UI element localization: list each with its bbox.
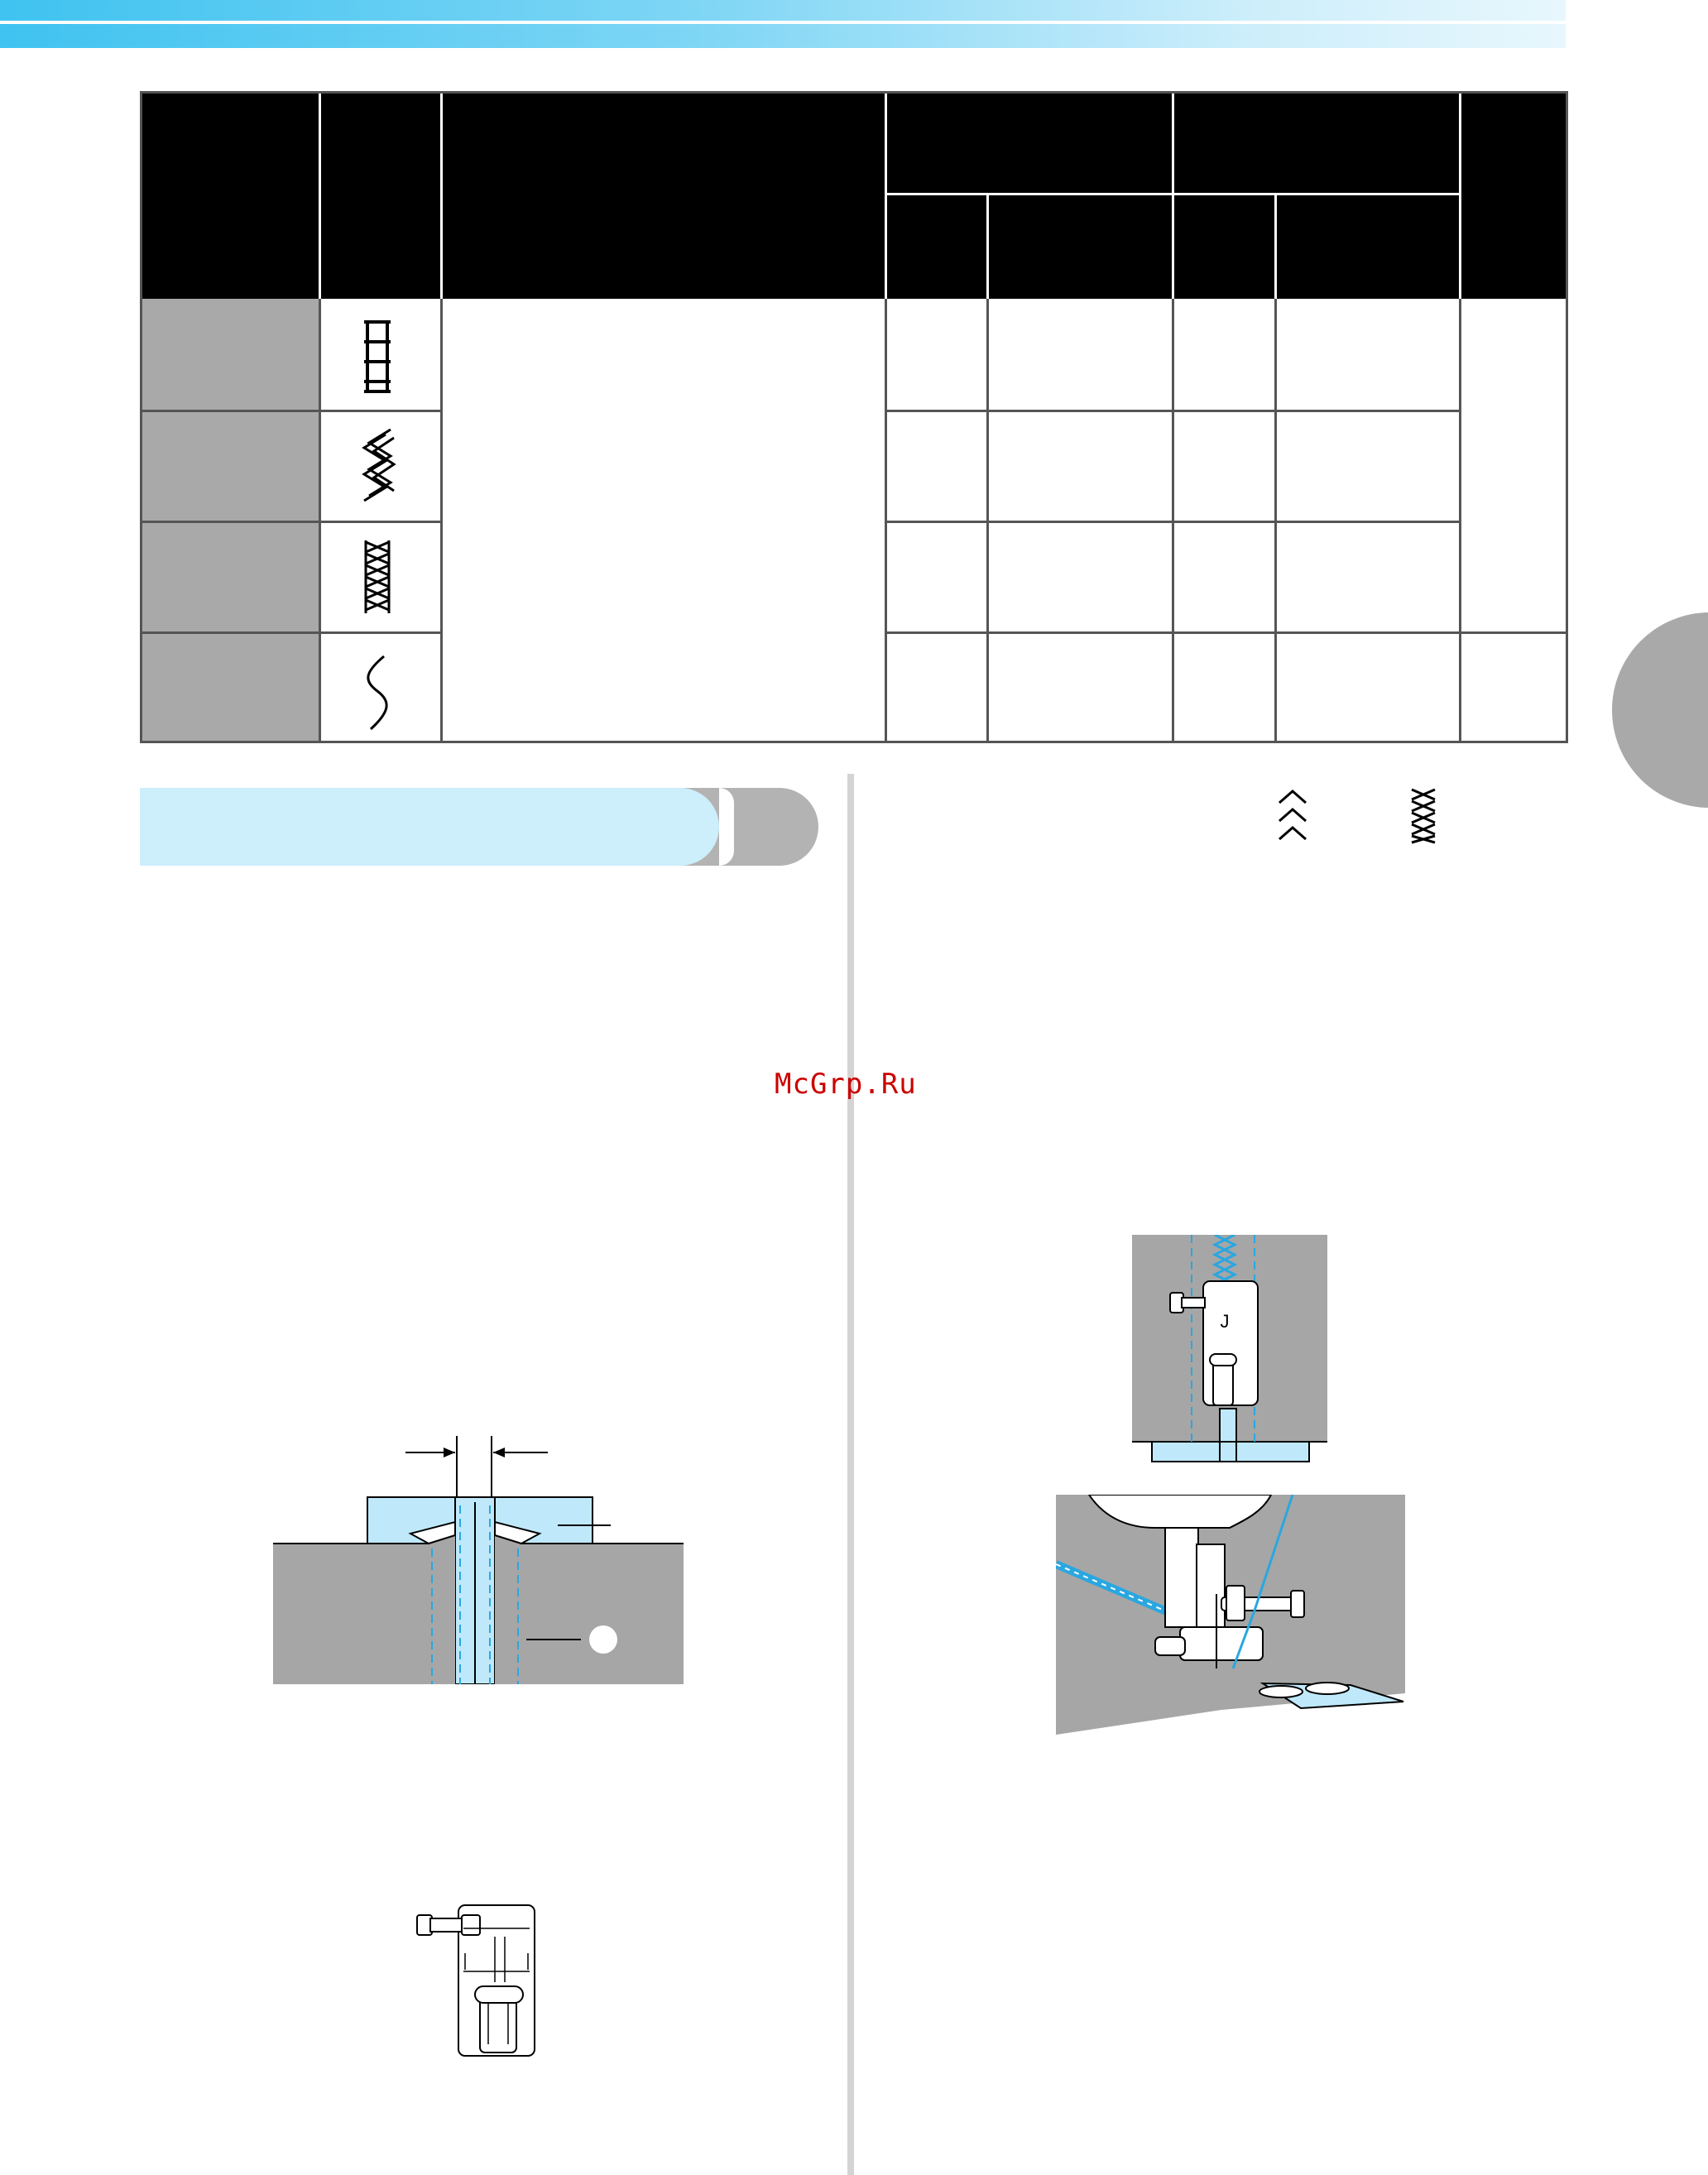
table-row-label-cell bbox=[142, 299, 319, 410]
header-divider bbox=[1459, 94, 1461, 299]
foot-letter: J bbox=[1220, 1311, 1230, 1332]
header-subdivider bbox=[986, 193, 989, 299]
watermark: McGrp.Ru bbox=[775, 1068, 917, 1101]
fabric-diagram bbox=[271, 1436, 685, 1684]
zigzag-chevron-stitch-icon bbox=[357, 425, 397, 504]
presser-foot-j-diagram bbox=[1132, 1235, 1327, 1465]
chapter-tab bbox=[1612, 612, 1708, 808]
grid-line bbox=[142, 631, 440, 634]
top-header-bar bbox=[0, 0, 1566, 48]
grid-line bbox=[1274, 299, 1277, 741]
grid-line bbox=[142, 521, 440, 523]
grid-line bbox=[1459, 299, 1461, 741]
ladder-stitch-icon bbox=[361, 317, 394, 396]
section-heading-bar bbox=[140, 788, 818, 866]
grid-line bbox=[440, 299, 443, 741]
table-header bbox=[142, 94, 1566, 299]
section-heading-separator bbox=[719, 788, 734, 866]
stitch-table bbox=[140, 91, 1568, 743]
header-divider bbox=[440, 94, 443, 299]
table-row-label-cell bbox=[142, 631, 319, 741]
header-stripe bbox=[0, 21, 1566, 24]
header-subdivider bbox=[1274, 193, 1277, 299]
grid-line bbox=[986, 299, 989, 741]
header-divider bbox=[319, 94, 321, 299]
table-row-label-cell bbox=[142, 521, 319, 631]
header-subdivider bbox=[885, 193, 1461, 195]
cross-stitch-icon bbox=[361, 537, 394, 617]
wave-stitch-icon bbox=[362, 653, 392, 732]
column-divider bbox=[847, 774, 854, 2175]
section-heading-pill bbox=[140, 788, 719, 866]
grid-line bbox=[885, 299, 887, 741]
presser-foot-icon bbox=[414, 1904, 538, 2061]
grid-line bbox=[1172, 299, 1174, 741]
grid-line bbox=[885, 521, 1461, 523]
cross-stitch-icon bbox=[1408, 786, 1438, 844]
sewing-machine-diagram bbox=[1056, 1495, 1405, 1743]
grid-line bbox=[885, 410, 1461, 412]
header-divider bbox=[1172, 94, 1174, 299]
grid-line bbox=[885, 631, 1566, 634]
grid-line bbox=[319, 299, 321, 741]
chevron-stitch-icon bbox=[1274, 786, 1311, 844]
table-row-label-cell bbox=[142, 410, 319, 521]
grid-line bbox=[142, 410, 440, 412]
header-divider bbox=[885, 94, 887, 299]
